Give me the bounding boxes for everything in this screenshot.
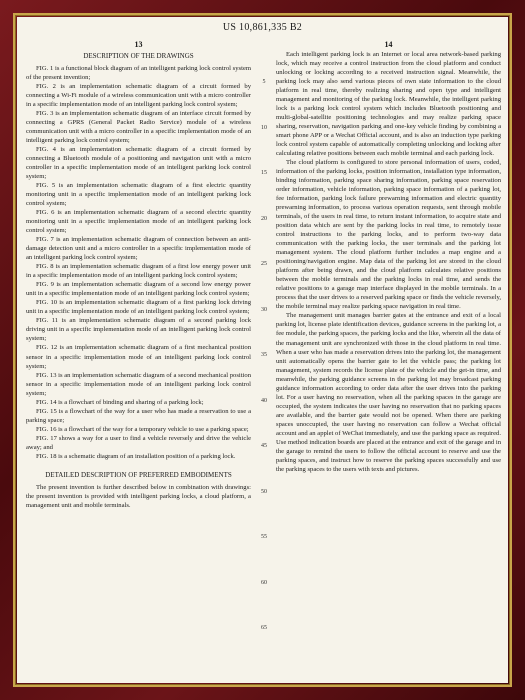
section-heading-embodiments: DETAILED DESCRIPTION OF PREFERRED EMBODIMENTS (45, 470, 232, 479)
line-number: 20 (261, 215, 267, 222)
spacer (26, 461, 251, 469)
paragraph: FIG. 10 is an implementation schematic diagram of a first parking lock driving unit in a specific implementation mode of an intelligent parking lock control system; (26, 299, 251, 316)
right-column (276, 39, 501, 474)
line-number: 5 (262, 79, 266, 85)
paragraph: FIG. 15 is a flowchart of the way for a user who has made a reservation to use a parking space; (26, 407, 251, 424)
line-number: 15 (261, 170, 267, 176)
line-number: 45 (261, 443, 267, 449)
patent-page (17, 17, 508, 683)
column-number-left: 13 (134, 40, 143, 49)
paragraph: FIG. 18 is a schematic diagram of an installation position of a parking lock. (36, 452, 236, 460)
paragraph: FIG. 3 is an implementation schematic diagram of an interface circuit formed by connecting a GPRS (General Packet Radio Service) module of a wireless communication unit with a micro controller in a specific implementation mode of an intelligent parking lock control system; (26, 110, 251, 145)
paragraph: The present invention is further described below in combination with drawings: the present invention is provided with intelligent parking locks, a cloud platform, a management unit and mobile terminals. (26, 483, 251, 509)
line-number: 40 (261, 397, 267, 404)
line-number: 35 (261, 352, 267, 358)
line-number: 55 (261, 534, 267, 540)
paragraph: FIG. 2 is an implementation schematic diagram of a circuit formed by connecting a Wi-Fi module of a wireless communication unit with a micro controller in a specific implementation mode of an intelligent parking lock control system; (26, 83, 251, 109)
paragraph: Each intelligent parking lock is an Internet or local area network-based parking lock, which may receive a control instruction from the cloud platform and conduct unlocking or locking according to a received instruction signal. Meanwhile, the parking lock may also send various pieces of own state information to the cloud platform in real time, thereby realizing sharing and open type and intelligent management and monitoring of the parking lock. Meanwhile, the intelligent parking lock is a parking lock control system which includes Bluetooth positioning and multi-global-satellite positioning technologies and may realize parking space sharing, reservation, navigation parking and one-key vehicle finding by combining a smart phone APP or a Wechat Official account, and is also an induction type parking lock control system capable of automatically completing unlocking and locking after calculating relative positions between each mobile terminal and each parking lock. (276, 51, 501, 158)
paragraph: FIG. 17 shows a way for a user to find a vehicle reversely and drive the vehicle away; and (26, 434, 251, 451)
line-number: 30 (261, 306, 267, 313)
section-heading-drawings: DESCRIPTION OF THE DRAWINGS (83, 52, 194, 60)
paragraph: FIG. 8 is an implementation schematic diagram of a first low energy power unit in a specific implementation mode of an intelligent parking lock control system; (26, 263, 251, 280)
line-number: 10 (261, 124, 267, 131)
paragraph: FIG. 6 is an implementation schematic diagram of a second electric quantity monitoring unit in a specific implementation mode of an intelligent parking lock control system; (26, 209, 251, 235)
paragraph: FIG. 14 is a flowchart of binding and sharing of a parking lock; (36, 398, 204, 406)
left-column (26, 39, 251, 510)
paragraph: FIG. 12 is an implementation schematic diagram of a first mechanical position sensor in a specific implementation mode of an intelligent parking lock control system; (26, 344, 251, 370)
paragraph: FIG. 7 is an implementation schematic diagram of connection between an anti-damage detection unit and a micro controller in a specific implementation mode of an intelligent parking lock control system; (26, 236, 251, 262)
patent-number: US 10,861,335 B2 (222, 22, 303, 33)
paragraph: FIG. 16 is a flowchart of the way for a temporary vehicle to use a parking space; (36, 425, 249, 433)
paragraph: FIG. 11 is an implementation schematic diagram of a second parking lock driving unit in a specific implementation mode of an intelligent parking lock control system; (26, 317, 251, 343)
paragraph: FIG. 5 is an implementation schematic diagram of a first electric quantity monitoring unit in a specific implementation mode of an intelligent parking lock control system; (26, 182, 251, 208)
column-number-right: 14 (384, 40, 393, 49)
paragraph: The cloud platform is configured to store personal information of users, coded, information of the parking locks, position information, installation type information, binding information, parking space sharing information, parking space reservation order information, vehicle information, parking space information of a parking lot, fee information, parking lock failure prewarning information and electric quantity prewarning information, to process various operation requests, sent through mobile terminals, of the users in real time, to return instant information, to acquire state and position data which are sent by the parking locks in real time, to remotely issue control instructions to the parking locks, and to perform two-way data communication with the parking locks, the user terminals and the parking lot management system. The cloud platform further includes a map engine and a positioning/navigation engine. Map data of the parking lot are stored in the cloud platform after being drawn, and the cloud platform calculates relative positions between the mobile terminals and the parking locks in real time, and sends the relative positions to a garage map interface displayed in the mobile terminals. In a process that the user drives to a reserved parking space or finds the vehicle reversely, the mobile terminal may realize parking space navigation in real time. (276, 159, 501, 311)
line-number: 60 (261, 579, 267, 586)
paragraph: FIG. 1 is a functional block diagram of an intelligent parking lock control system of the present invention; (26, 65, 251, 82)
line-number: 25 (261, 261, 267, 267)
paragraph: FIG. 13 is an implementation schematic diagram of a second mechanical position sensor in a specific implementation mode of an intelligent parking lock control system; (26, 371, 251, 397)
paragraph: The management unit manages barrier gates at the entrance and exit of a local parking lot, license plate identification devices, guidance screens in the parking lot, a fee module, the parking spaces, the parking locks and the like, wherein all the data of the management unit are synchronized with those in the cloud platform in real time. When a user who has made a reservation drives into the parking lot, the management unit automatically opens the barrier gate to let the vehicle pass; the parking lot management, system records the license plate of the vehicle and the get-in time, and meanwhile, the parking guidance screens in the parking lot may broadcast parking guidance information according to order data after the user drives into the parking lot. For a user having no reservation, when all the parking spaces in the garage are occupied, the system indicates the user having no reservation that no parking spaces are available, and the barrier gate would not be opened. When there are parking spaces unoccupied, the user having no reservation can follow a Wechat official account and an applet of WeChat immediately, and use the parking space as required. Use method indication boards are placed at the entrance and exit of the garage and in the garage to remind the users to follow the official account to reserve and use the parking spaces, and instruct how to reserve the parking spaces successfully and use the parking spaces to the users with texts and pictures. (276, 312, 501, 473)
line-number: 65 (261, 625, 267, 631)
line-number: 50 (261, 488, 267, 495)
paragraph: FIG. 4 is an implementation schematic diagram of a circuit formed by connecting a Bluetooth module of a positioning and navigation unit with a micro controller in a specific implementation mode of an intelligent parking lock control system; (26, 146, 251, 181)
paragraph: FIG. 9 is an implementation schematic diagram of a second low energy power unit in a specific implementation mode of an intelligent parking lock control system; (26, 281, 251, 298)
